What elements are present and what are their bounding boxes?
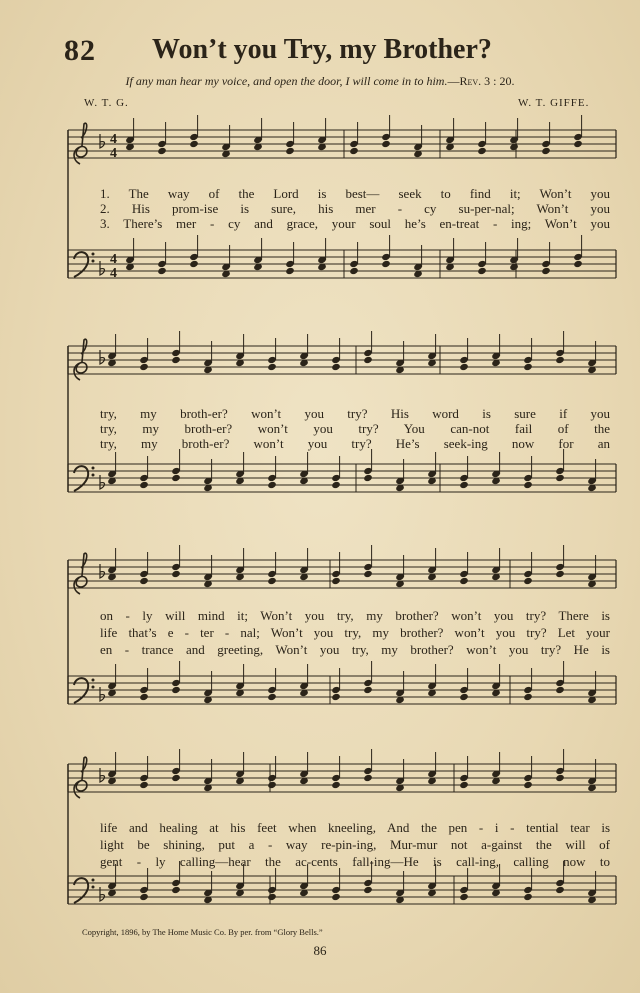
bass-clef-dot xyxy=(92,686,95,689)
bass-clef xyxy=(74,878,88,903)
note-head xyxy=(331,781,341,789)
note-head xyxy=(523,693,533,701)
note-head xyxy=(363,570,373,578)
note-head xyxy=(267,893,277,901)
copyright-notice: Copyright, 1896, by The Home Music Co. By per. from “Glory Bells.” xyxy=(82,927,323,937)
note-head xyxy=(139,481,149,489)
bass-clef-dot xyxy=(92,253,95,256)
note-head xyxy=(331,577,341,585)
lyric-line: gent - ly calling—hear the ac-cents fall-ing—He is call-ing, calling now to xyxy=(100,854,610,869)
note-head xyxy=(477,267,487,275)
note-head xyxy=(523,481,533,489)
note-head xyxy=(541,147,551,155)
note-head xyxy=(363,774,373,782)
note-head xyxy=(139,693,149,701)
note-head xyxy=(331,363,341,371)
lyric-line: 2. His prom-ise is sure, his mer - cy su-per-nal; Won’t you xyxy=(100,201,610,216)
lyric-line: on - ly will mind it; Won’t you try, my brother? won’t you try? There is xyxy=(100,608,610,623)
note-head xyxy=(555,570,565,578)
bass-clef-dot xyxy=(92,467,95,470)
note-head xyxy=(459,781,469,789)
lyric-line: try, my broth-er? won’t you try? He’s seek-ing now for an xyxy=(100,436,610,451)
note-head xyxy=(171,686,181,694)
bass-clef-dot xyxy=(92,474,95,477)
flat-key-signature xyxy=(100,768,105,782)
note-head xyxy=(349,267,359,275)
note-head xyxy=(157,267,167,275)
note-head xyxy=(523,577,533,585)
note-head xyxy=(285,267,295,275)
lyricist-credit: W. T. G. xyxy=(84,97,129,109)
time-signature-top: 4 xyxy=(110,252,117,267)
bass-clef-dot xyxy=(92,260,95,263)
lyric-line: life that’s e - ter - nal; Won’t you try, my brother? won’t you try? Let your xyxy=(100,625,610,640)
note-head xyxy=(363,686,373,694)
lyric-line: light be shining, put a - way re-pin-ing, Mur-mur not a-gainst the will of xyxy=(100,837,610,852)
lyric-line: life and healing at his feet when kneeling, And the pen - i - tential tear is xyxy=(100,820,610,835)
hymn-number: 82 xyxy=(64,34,96,67)
flat-key-signature xyxy=(100,687,105,701)
composer-credit: W. T. GIFFE. xyxy=(518,97,590,109)
note-head xyxy=(523,893,533,901)
note-head xyxy=(477,147,487,155)
note-head xyxy=(267,577,277,585)
note-head xyxy=(459,693,469,701)
scripture-reference: —Rev. 3 : 20. xyxy=(447,74,515,88)
hymn-title: Won’t you Try, my Brother? xyxy=(152,34,492,65)
bass-clef xyxy=(74,252,88,277)
note-head xyxy=(573,260,583,268)
note-head xyxy=(189,260,199,268)
note-head xyxy=(459,481,469,489)
note-head xyxy=(459,893,469,901)
time-signature-bottom: 4 xyxy=(110,266,117,281)
note-head xyxy=(171,474,181,482)
scripture-epigraph xyxy=(0,74,640,89)
note-head xyxy=(349,147,359,155)
note-head xyxy=(267,781,277,789)
bass-clef xyxy=(74,678,88,703)
note-head xyxy=(171,356,181,364)
note-head xyxy=(555,886,565,894)
bass-clef-dot xyxy=(92,679,95,682)
flat-key-signature xyxy=(100,475,105,489)
note-head xyxy=(139,781,149,789)
flat-key-signature xyxy=(100,350,105,364)
note-head xyxy=(523,363,533,371)
note-head xyxy=(555,774,565,782)
note-head xyxy=(171,886,181,894)
page-number: 86 xyxy=(313,943,327,958)
time-signature-top: 4 xyxy=(110,132,117,147)
scripture-text: If any man hear my voice, and open the door, I will come in to him. xyxy=(125,74,448,88)
note-head xyxy=(363,474,373,482)
note-head xyxy=(171,570,181,578)
note-head xyxy=(459,577,469,585)
flat-key-signature xyxy=(100,564,105,578)
note-head xyxy=(331,481,341,489)
note-head xyxy=(171,774,181,782)
flat-key-signature xyxy=(100,887,105,901)
note-head xyxy=(267,363,277,371)
note-head xyxy=(555,686,565,694)
note-head xyxy=(139,577,149,585)
note-head xyxy=(381,260,391,268)
note-head xyxy=(139,893,149,901)
lyric-line: 3. There’s mer - cy and grace, your soul he’s en-treat - ing; Won’t you xyxy=(100,216,610,231)
bass-clef xyxy=(74,466,88,491)
note-head xyxy=(363,356,373,364)
note-head xyxy=(189,140,199,148)
bass-clef-dot xyxy=(92,886,95,889)
note-head xyxy=(459,363,469,371)
note-head xyxy=(523,781,533,789)
note-head xyxy=(541,267,551,275)
note-head xyxy=(363,886,373,894)
note-head xyxy=(331,693,341,701)
note-head xyxy=(139,363,149,371)
note-head xyxy=(157,147,167,155)
note-head xyxy=(573,140,583,148)
note-head xyxy=(267,693,277,701)
lyric-line: try, my broth-er? won’t you try? You can-not fail of the xyxy=(100,421,610,436)
lyric-line: en - trance and greeting, Won’t you try, my brother? won’t you try? He is xyxy=(100,642,610,657)
bass-clef-dot xyxy=(92,879,95,882)
lyric-line: 1. The way of the Lord is best— seek to find it; Won’t you xyxy=(100,186,610,201)
note-head xyxy=(285,147,295,155)
note-head xyxy=(555,474,565,482)
note-head xyxy=(331,893,341,901)
flat-key-signature xyxy=(100,134,105,148)
note-head xyxy=(555,356,565,364)
flat-key-signature xyxy=(100,261,105,275)
lyric-line: try, my broth-er? won’t you try? His word is sure if you xyxy=(100,406,610,421)
note-head xyxy=(267,481,277,489)
note-head xyxy=(381,140,391,148)
time-signature-bottom: 4 xyxy=(110,146,117,161)
